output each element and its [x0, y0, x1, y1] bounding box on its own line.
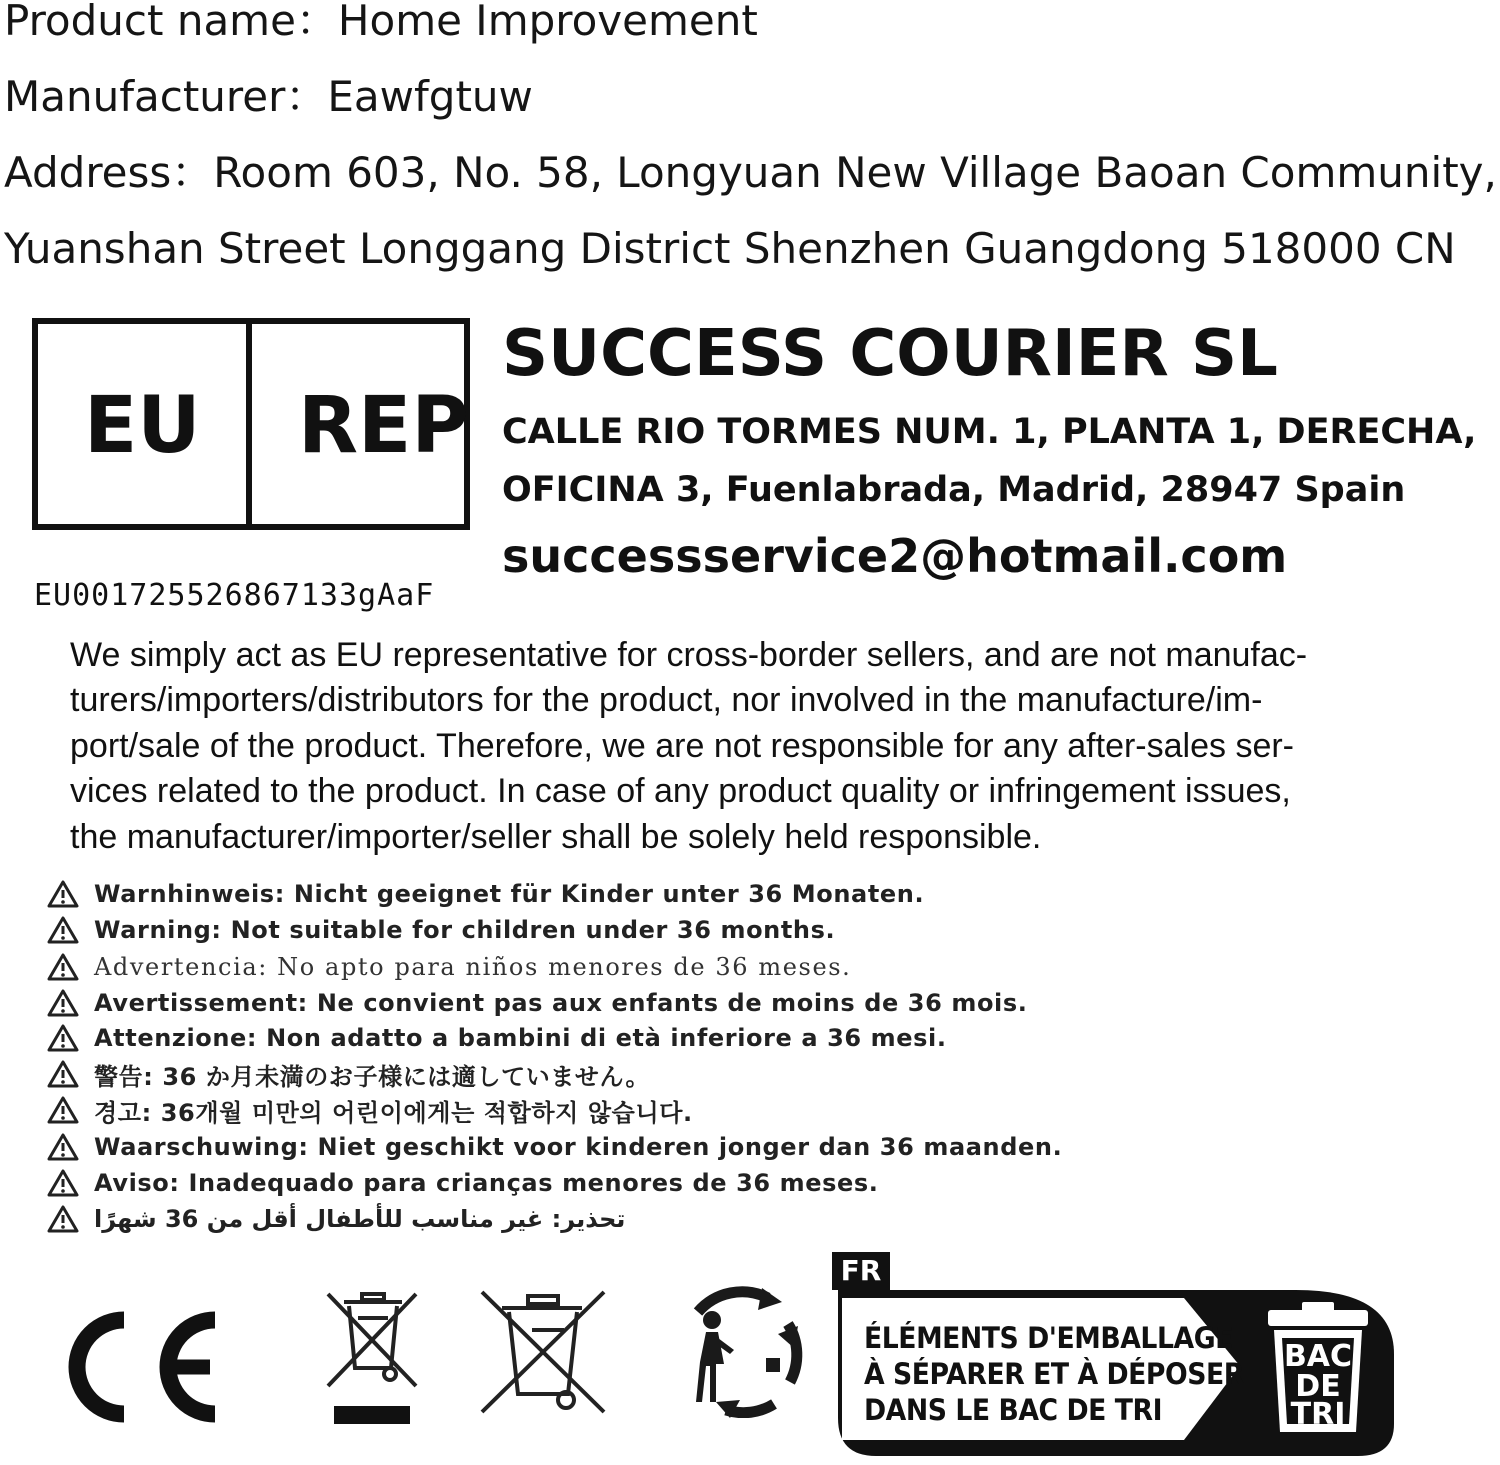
warning-text: Advertencia: No apto para niños menores de 36 meses. — [94, 953, 852, 981]
warning-triangle-icon — [46, 1168, 80, 1198]
manufacturer: Manufacturer：Eawfgtuw — [4, 72, 533, 121]
warning-triangle-icon — [46, 1204, 80, 1234]
disclaimer-line: vices related to the product. In case of any product quality or infringement issues, — [70, 772, 1291, 810]
warning-triangle-icon — [46, 952, 80, 982]
triman-country-tag: FR — [832, 1252, 890, 1290]
warning-triangle-icon — [46, 879, 80, 909]
warning-text: Attenzione: Non adatto a bambini di età inferiore a 36 mesi. — [94, 1024, 947, 1052]
address-line-1: Address：Room 603, No. 58, Longyuan New Village Baoan Community, — [4, 148, 1497, 197]
eu-rep-left-label: EU — [84, 381, 201, 471]
warning-row-ja — [46, 1057, 650, 1091]
warning-triangle-icon — [46, 1059, 80, 1089]
warning-row-nl — [46, 1130, 1062, 1164]
disclaimer-line: the manufacturer/importer/seller shall be solely held responsible. — [70, 818, 1042, 856]
address-line-2: Yuanshan Street Longgang District Shenzhen Guangdong 518000 CN — [4, 224, 1456, 273]
ce-mark-icon — [62, 1308, 230, 1426]
warning-row-ar — [46, 1202, 625, 1236]
warning-text: 警告: 36 か月未満のお子様には適していません。 — [94, 1062, 651, 1091]
triman-line: DANS LE BAC DE TRI — [864, 1393, 1163, 1427]
warning-text: 경고: 36개월 미만의 어린이에게는 적합하지 않습니다. — [94, 1098, 693, 1127]
bin-label-line: BAC — [1283, 1339, 1353, 1374]
weee-bin-icon — [474, 1286, 612, 1418]
warning-row-fr — [46, 986, 1028, 1020]
warning-text: Warnhinweis: Nicht geeignet für Kinder unter 36 Monaten. — [94, 880, 925, 908]
warning-row-it — [46, 1021, 947, 1055]
triman-line: ÉLÉMENTS D'EMBALLAGE — [864, 1321, 1233, 1355]
warning-row-en — [46, 913, 835, 947]
company-address-line-2: OFICINA 3, Fuenlabrada, Madrid, 28947 Spain — [502, 470, 1406, 510]
warning-row-ko — [46, 1093, 693, 1127]
warning-text: Waarschuwing: Niet geschikt voor kinderen jonger dan 36 maanden. — [94, 1133, 1063, 1161]
disclaimer-line: We simply act as EU representative for cross-border sellers, and are not manufac- — [70, 636, 1308, 674]
warning-text: Avertissement: Ne convient pas aux enfants de moins de 36 mois. — [94, 989, 1028, 1017]
triman-recycle-icon — [670, 1286, 816, 1418]
warning-text: Aviso: Inadequado para crianças menores de 36 meses. — [94, 1169, 879, 1197]
triman-line: À SÉPARER ET À DÉPOSER — [864, 1357, 1244, 1391]
disclaimer-line: port/sale of the product. Therefore, we are not responsible for any after-sales ser- — [70, 727, 1294, 765]
warning-row-pt — [46, 1166, 879, 1200]
warning-text: تحذير: غير مناسب للأطفال أقل من 36 شهرًا — [94, 1205, 626, 1233]
disclaimer-line: turers/importers/distributors for the product, nor involved in the manufacture/im- — [70, 681, 1263, 719]
warning-text: Warning: Not suitable for children under 36 months. — [94, 916, 836, 944]
company-address-line-1: CALLE RIO TORMES NUM. 1, PLANTA 1, DERECHA, — [502, 412, 1477, 452]
company-name: SUCCESS COURIER SL — [502, 317, 1278, 391]
eu-rep-right-label: REP — [298, 381, 469, 471]
warning-triangle-icon — [46, 1095, 80, 1125]
company-email: successservice2@hotmail.com — [502, 529, 1288, 583]
warning-triangle-icon — [46, 1023, 80, 1053]
bin-label-line: TRI — [1290, 1397, 1346, 1432]
weee-bin-bar-icon — [322, 1288, 422, 1428]
warning-row-de — [46, 877, 924, 911]
sorting-bin-icon — [1262, 1300, 1374, 1446]
product-name: Product name：Home Improvement — [4, 0, 758, 45]
eu-rep-divider — [246, 318, 252, 530]
warning-triangle-icon — [46, 1132, 80, 1162]
bin-label-line: DE — [1295, 1369, 1341, 1404]
warning-row-es — [46, 950, 851, 984]
warning-triangle-icon — [46, 915, 80, 945]
warning-triangle-icon — [46, 988, 80, 1018]
eu-rep-registration-id: EU001725526867133gAaF — [34, 578, 435, 613]
